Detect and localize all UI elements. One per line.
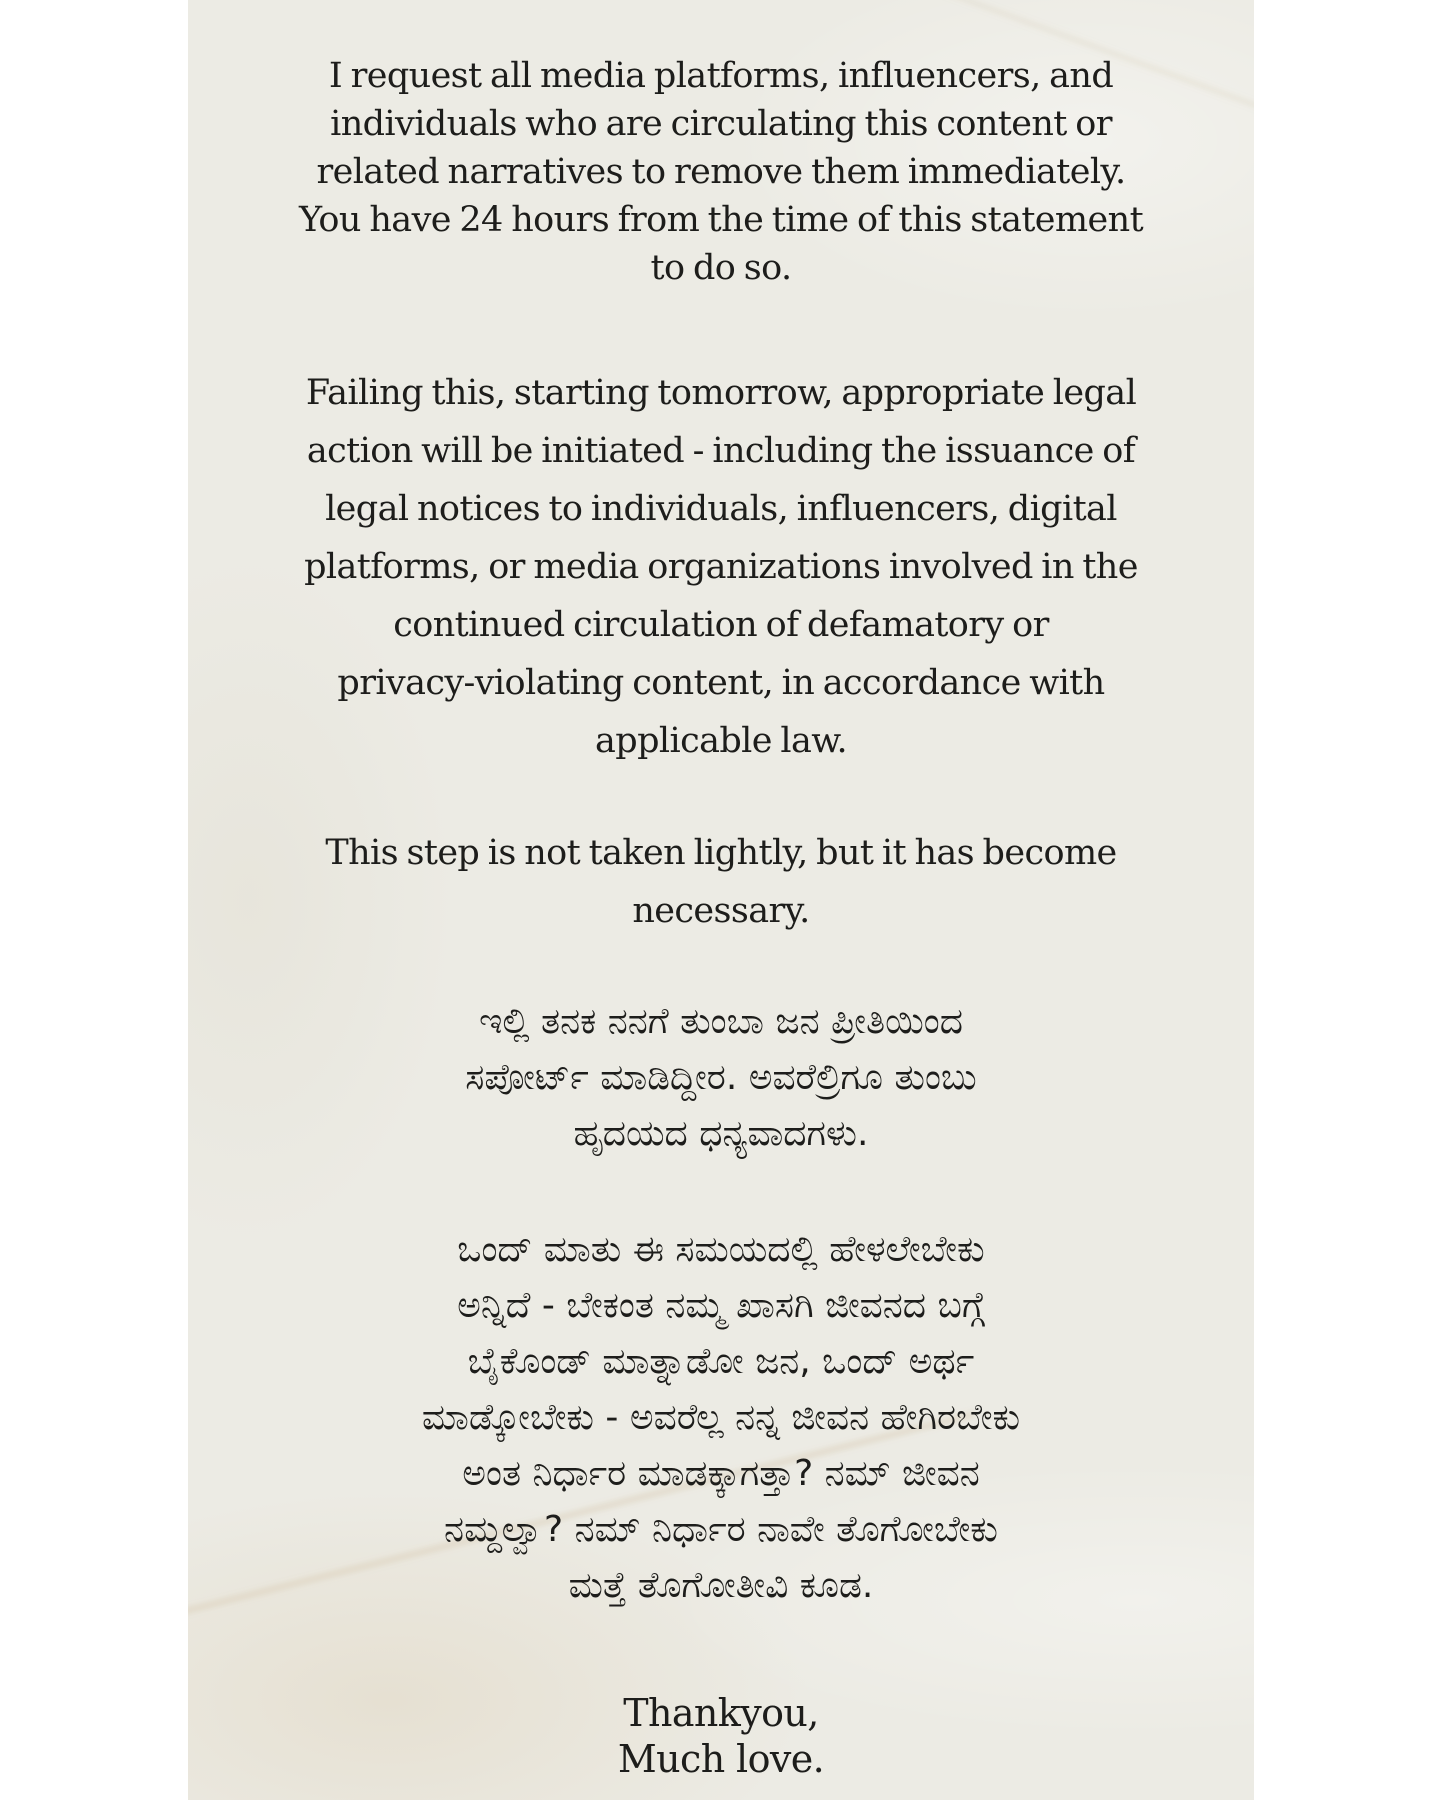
text-line: platforms, or media organizations involved in the: [304, 547, 1138, 587]
text-line: I request all media platforms, influencers, and: [328, 56, 1114, 96]
paragraph-legal-action: [188, 364, 1254, 770]
text-line: ಮತ್ತೆ ತೊಗೋತೀವಿ ಕೂಡ.: [568, 1565, 874, 1606]
text-line: necessary.: [632, 891, 810, 931]
paragraph-necessity: [188, 824, 1254, 940]
paragraph-takedown-request: [188, 52, 1254, 292]
text-line: ಬೈಕೊಂಡ್ ಮಾತ್ನಾಡೋ ಜನ, ಒಂದ್ ಅರ್ಥ: [467, 1341, 975, 1382]
text-line: applicable law.: [595, 721, 847, 761]
text-line: ಮಾಡ್ಕೋಬೇಕು - ಅವರೆಲ್ಲ ನನ್ನ ಜೀವನ ಹೇಗಿರಬೇಕು: [421, 1397, 1021, 1438]
statement-paper: [188, 0, 1254, 1800]
text-line: This step is not taken lightly, but it has become: [325, 833, 1117, 873]
closing-line: Much love.: [617, 1737, 825, 1781]
text-line: ಹೃದಯದ ಧನ್ಯವಾದಗಳು.: [573, 1113, 869, 1154]
text-line: ನಮ್ದಲ್ವಾ? ನಮ್ ನಿರ್ಧಾರ ನಾವೇ ತೊಗೋಬೇಕು: [444, 1509, 998, 1550]
paragraph-kannada-thanks: [188, 994, 1254, 1162]
text-line: Failing this, starting tomorrow, appropriate legal: [305, 373, 1137, 413]
text-line: ಒಂದ್ ಮಾತು ಈ ಸಮಯದಲ್ಲಿ ಹೇಳಲೇಬೇಕು: [457, 1229, 985, 1270]
text-line: related narratives to remove them immediately.: [316, 152, 1126, 192]
text-line: ಸಪೋರ್ಟ್ ಮಾಡಿದ್ದೀರ. ಅವರೆಲ್ರಿಗೂ ತುಂಬು: [465, 1057, 977, 1098]
text-line: ಇಲ್ಲಿ ತನಕ ನನಗೆ ತುಂಬಾ ಜನ ಪ್ರೀತಿಯಿಂದ: [478, 1001, 964, 1042]
text-line: to do so.: [650, 248, 792, 288]
text-line: You have 24 hours from the time of this statement: [298, 200, 1144, 240]
text-line: action will be initiated - including the issuance of: [306, 431, 1136, 471]
text-line: individuals who are circulating this content or: [330, 104, 1112, 144]
text-line: privacy-violating content, in accordance with: [337, 663, 1105, 703]
closing-signoff: [188, 1690, 1254, 1782]
paragraph-kannada-message: [188, 1222, 1254, 1614]
text-line: legal notices to individuals, influencers, digital: [325, 489, 1117, 529]
text-line: continued circulation of defamatory or: [393, 605, 1049, 645]
text-line: ಅನ್ನಿದೆ - ಬೇಕಂತ ನಮ್ಮ ಖಾಸಗಿ ಜೀವನದ ಬಗ್ಗೆ: [457, 1285, 985, 1326]
closing-line: Thankyou,: [623, 1691, 819, 1735]
text-line: ಅಂತ ನಿರ್ಧಾರ ಮಾಡಕ್ಕಾಗತ್ತಾ? ನಮ್ ಜೀವನ: [462, 1453, 980, 1494]
